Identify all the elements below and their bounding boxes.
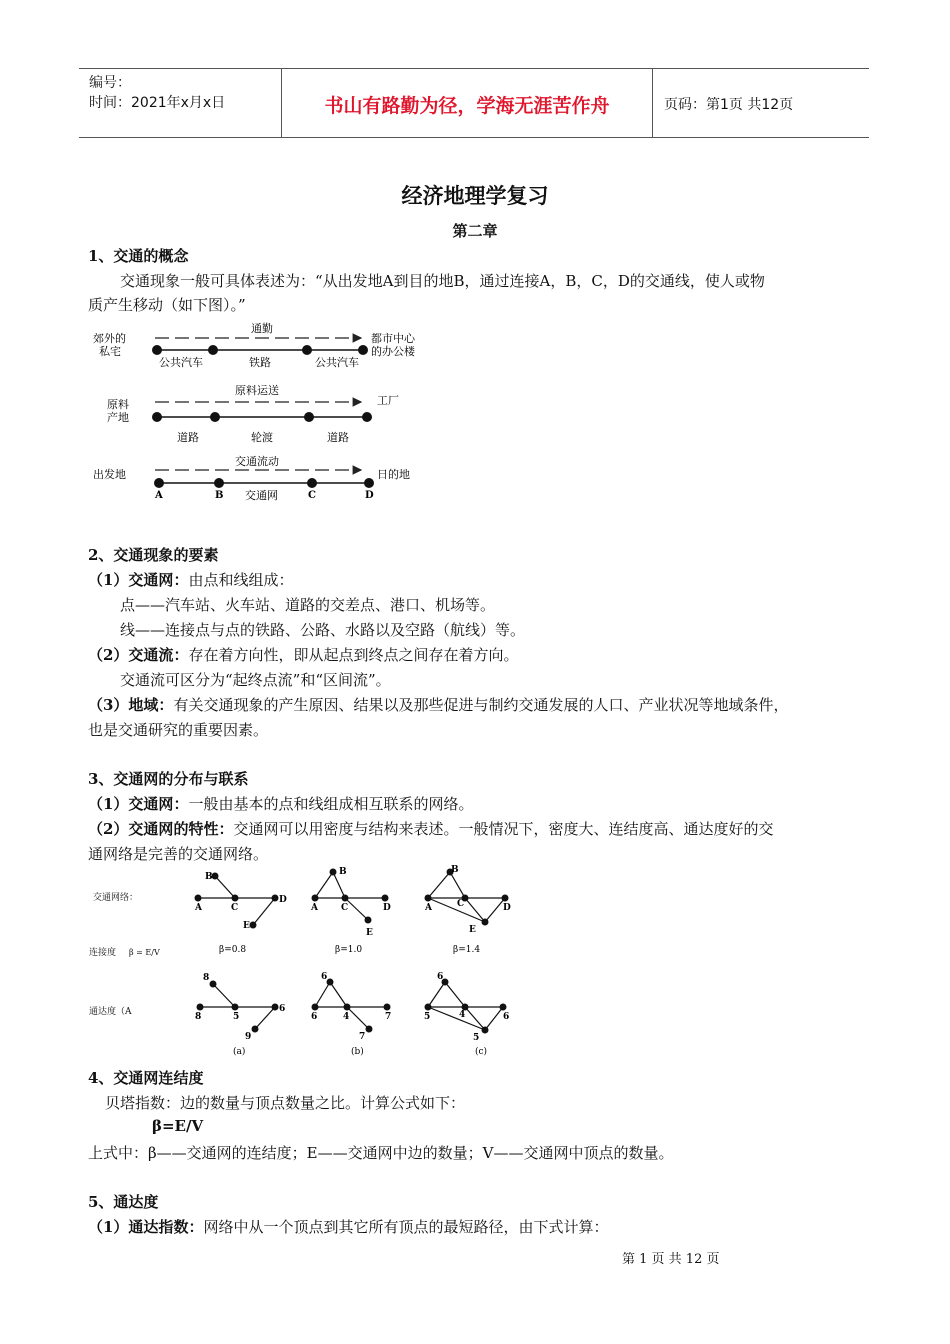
row-label: 连接度 [89, 948, 117, 958]
row1-right-label: 都市中心 [371, 332, 415, 345]
accessibility-value: 6 [321, 972, 328, 982]
row1-seg-label: 公共汽车 [315, 356, 359, 369]
row-label: 通达度（A [89, 1007, 132, 1017]
node-label: D [383, 903, 391, 913]
row3-mid-label: 交通网 [245, 489, 278, 502]
page-title: 经济地理学复习 [401, 183, 549, 208]
item-label: （1）交通网： [88, 571, 189, 589]
row1-seg-label: 铁路 [249, 356, 271, 369]
section-5-heading: 5、通达度 [88, 1193, 159, 1211]
figure-caption: (a) [233, 1047, 246, 1057]
header-table [79, 68, 869, 138]
beta-value: β=0.8 [219, 945, 247, 955]
section-1-para: 质产生移动（如下图）。” [88, 296, 246, 314]
traffic-flow-figure [85, 318, 445, 508]
row1-left-label: 郊外的 [93, 332, 126, 345]
item-label: （1）交通网： [88, 795, 189, 813]
network-node [425, 895, 432, 902]
item-text: 存在着方向性，即从起点到终点之间存在着方向。 [188, 646, 519, 664]
row3-right-label: 日的地 [377, 468, 410, 481]
network-node [312, 895, 319, 902]
figure-caption: (c) [475, 1047, 488, 1057]
header-divider [652, 69, 653, 137]
network-node [482, 919, 489, 926]
item-label: （3）地域： [88, 696, 174, 714]
row-label: 交通网络： [93, 893, 139, 903]
accessibility-value: 5 [473, 1033, 480, 1043]
section-2-line: 线——连接点与点的铁路、公路、水路以及空路（航线）等。 [120, 621, 526, 639]
node-label: B [205, 872, 213, 882]
beta-value: β=1.4 [453, 945, 481, 955]
section-3-item-1 [88, 793, 473, 814]
section-1-para: 交通现象一般可具体表述为：“从出发地A到目的地B，通过连接A，B，C，D的交通线，使人或物 [120, 272, 765, 290]
chapter-title: 第二章 [452, 222, 498, 240]
section-4-heading: 4、交通网连结度 [88, 1069, 204, 1087]
route-node [302, 345, 312, 355]
page-footer: 第 1 页 共 12 页 [622, 1252, 720, 1267]
section-4-para: 贝塔指数：边的数量与顶点数量之比。计算公式如下： [105, 1094, 466, 1112]
route-node [304, 412, 314, 422]
node-label: A [155, 490, 163, 501]
item-text: 有关交通现象的产生原因、结果以及那些促进与制约交通发展的人口、产业状况等地域条件， [173, 696, 789, 714]
network-node [344, 1004, 351, 1011]
figure-caption: (b) [351, 1047, 364, 1057]
section-2-point: 点——汽车站、火车站、道路的交差点、港口、机场等。 [120, 596, 496, 614]
accessibility-value: 4 [343, 1012, 350, 1022]
node-label: D [365, 490, 374, 501]
network-node [365, 917, 372, 924]
header-left-cell [89, 73, 225, 113]
node-label: A [195, 903, 202, 913]
network-node [312, 1004, 319, 1011]
accessibility-value: 8 [203, 973, 210, 983]
section-2-item-3-cont: 也是交通研究的重要因素。 [88, 721, 269, 739]
network-node [327, 979, 334, 986]
route-node [362, 412, 372, 422]
section-2-item-3 [88, 694, 788, 715]
node-label: E [243, 921, 250, 931]
network-node [342, 895, 349, 902]
network-figure [85, 862, 525, 1062]
node-label: B [215, 490, 224, 501]
section-3-item-2-cont: 通网络是完善的交通网络。 [88, 845, 269, 863]
item-text: 网络中从一个顶点到其它所有顶点的最短路径，由下式计算： [203, 1218, 609, 1236]
network-node [272, 895, 279, 902]
node-label: B [339, 867, 347, 877]
network-node [232, 1004, 239, 1011]
node-label: A [311, 903, 318, 913]
node-label: C [341, 903, 349, 913]
section-2-item-1 [88, 569, 293, 590]
section-3-heading: 3、交通网的分布与联系 [88, 770, 249, 788]
row2-seg-label: 道路 [327, 431, 349, 444]
node-label: C [231, 903, 239, 913]
row3-top-label: 交通流动 [235, 455, 279, 468]
accessibility-value: 6 [311, 1012, 318, 1022]
section-3-item-2 [88, 818, 773, 839]
row2-right-label: 工厂 [377, 394, 399, 407]
row1-left-label: 私宅 [99, 345, 121, 358]
accessibility-value: 9 [245, 1032, 252, 1042]
section-4-para: 上式中：β——交通网的连结度；E——交通网中边的数量；V——交通网中顶点的数量。 [88, 1144, 674, 1162]
network-node [210, 981, 217, 988]
network-node [502, 895, 509, 902]
network-node [330, 869, 337, 876]
route-node [152, 412, 162, 422]
route-node [210, 412, 220, 422]
route-node [208, 345, 218, 355]
row1-top-label: 通勤 [251, 322, 273, 335]
network-node [252, 1026, 259, 1033]
section-5-item-1 [88, 1216, 608, 1237]
section-2-item-2 [88, 644, 518, 665]
accessibility-value: 6 [279, 1004, 286, 1014]
date-label: 时间：2021年x月x日 [89, 95, 226, 111]
row2-seg-label: 道路 [177, 431, 199, 444]
accessibility-value: 8 [195, 1012, 202, 1022]
row1-right-label: 的办公楼 [371, 345, 415, 358]
row1-seg-label: 公共汽车 [159, 356, 203, 369]
accessibility-value: 4 [459, 1010, 466, 1020]
item-text: 一般由基本的点和线组成相互联系的网络。 [188, 795, 474, 813]
beta-value: β=1.0 [335, 945, 363, 955]
node-label: A [425, 903, 432, 913]
network-node [366, 1026, 373, 1033]
node-label: D [279, 895, 287, 905]
item-text: 由点和线组成： [188, 571, 294, 589]
route-node [154, 478, 164, 488]
header-motto: 书山有路勤为径，学海无涯苦作舟 [324, 95, 610, 117]
network-node [482, 1027, 489, 1034]
number-label: 编号： [89, 75, 131, 91]
route-node [214, 478, 224, 488]
row2-left-label: 产地 [107, 411, 129, 424]
section-2-heading: 2、交通现象的要素 [88, 546, 219, 564]
network-node [500, 1004, 507, 1011]
item-label: （1）通达指数： [88, 1218, 204, 1236]
accessibility-value: 6 [503, 1012, 510, 1022]
section-2-note: 交通流可区分为“起终点流”和“区间流”。 [120, 671, 391, 689]
network-node [195, 895, 202, 902]
network-node [425, 1004, 432, 1011]
accessibility-value: 7 [359, 1032, 366, 1042]
network-node [232, 895, 239, 902]
route-node [358, 345, 368, 355]
route-node [152, 345, 162, 355]
item-text: 交通网可以用密度与结构来表述。一般情况下，密度大、连结度高、通达度好的交 [233, 820, 774, 838]
item-label: （2）交通流： [88, 646, 189, 664]
node-label: E [469, 925, 476, 935]
node-label: C [308, 490, 316, 501]
accessibility-value: 5 [233, 1012, 240, 1022]
network-node [384, 1004, 391, 1011]
beta-formula: β = E/V [129, 948, 160, 957]
row2-top-label: 原料运送 [235, 384, 279, 397]
node-label: D [503, 903, 511, 913]
item-label: （2）交通网的特性： [88, 820, 234, 838]
section-1-heading: 1、交通的概念 [88, 247, 189, 265]
header-page-info: 页码：第1页 共12页 [664, 97, 794, 113]
network-node [382, 895, 389, 902]
accessibility-value: 6 [437, 972, 444, 982]
node-label: C [457, 899, 465, 909]
node-label: B [451, 865, 459, 875]
route-node [307, 478, 317, 488]
accessibility-value: 5 [424, 1012, 431, 1022]
network-node [197, 1004, 204, 1011]
node-label: E [366, 928, 373, 938]
accessibility-value: 7 [385, 1012, 392, 1022]
row2-seg-label: 轮渡 [251, 431, 273, 444]
network-node [250, 922, 257, 929]
network-node [272, 1004, 279, 1011]
beta-formula-text: β=E/V [152, 1117, 204, 1135]
route-node [364, 478, 374, 488]
row3-left-label: 出发地 [93, 468, 126, 481]
row2-left-label: 原料 [107, 398, 129, 411]
